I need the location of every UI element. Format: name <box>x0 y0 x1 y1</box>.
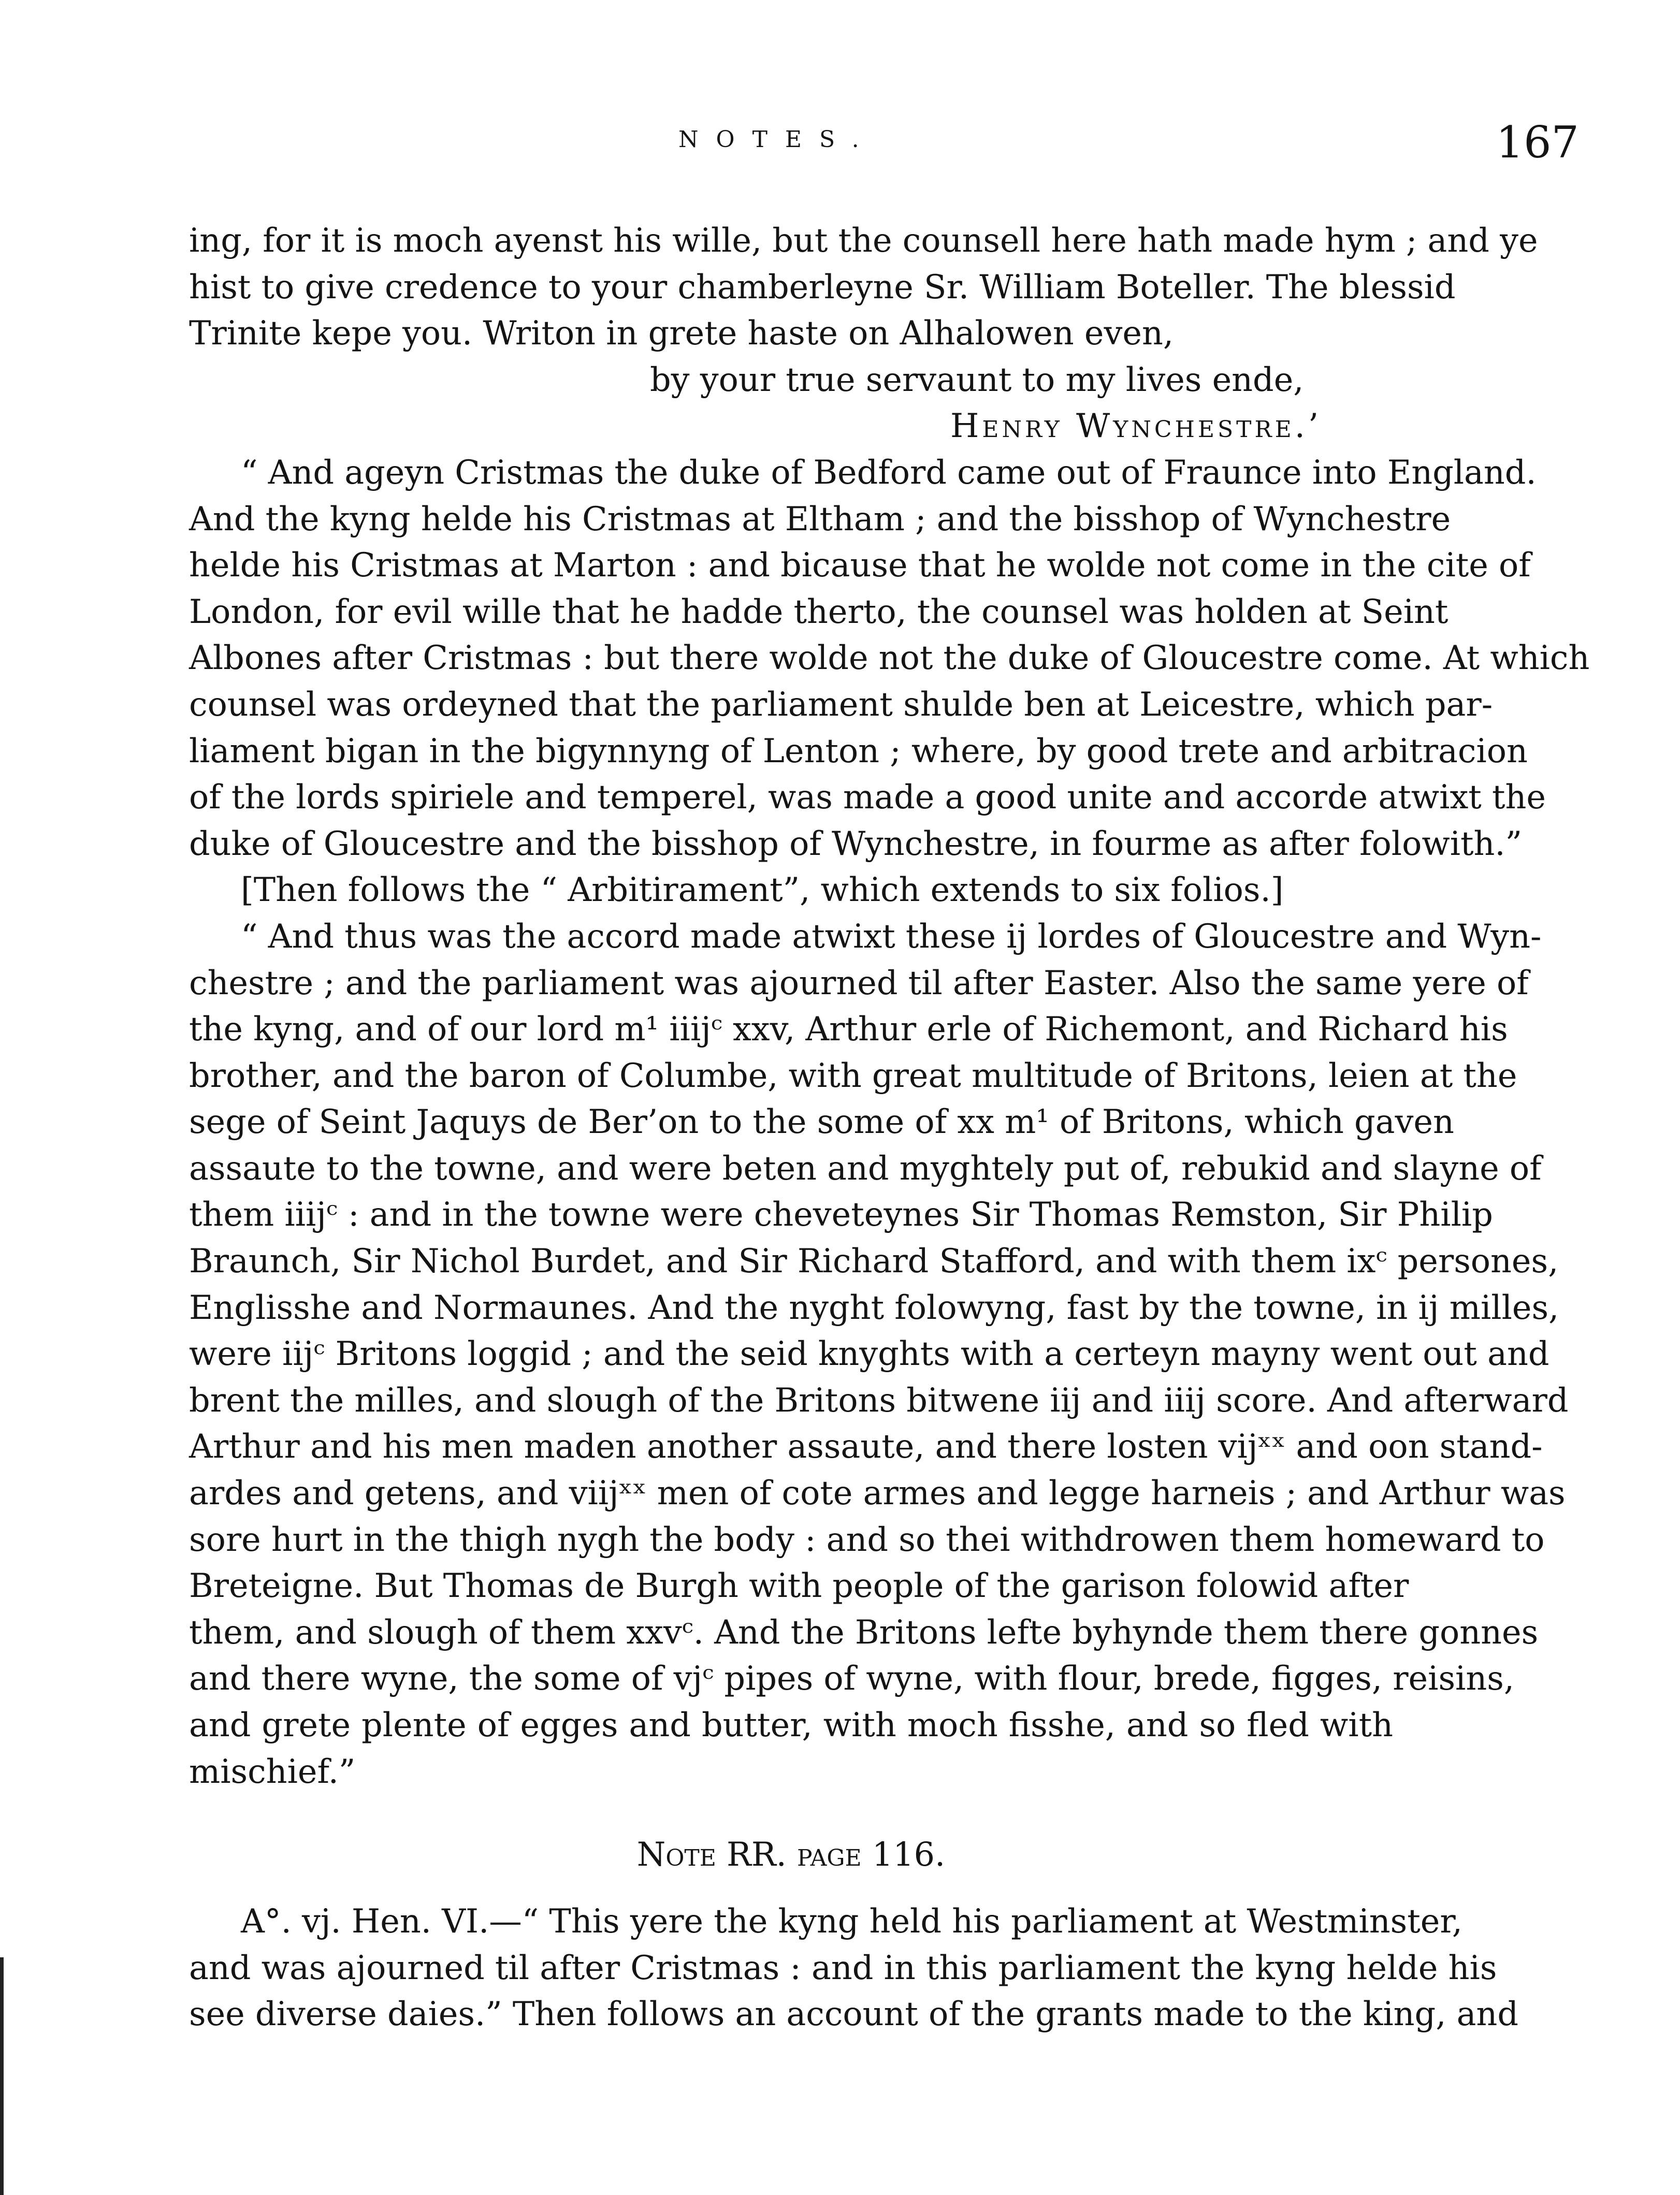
signature-line: by your true servaunt to my lives ende, <box>650 360 1304 399</box>
text-line: duke of Gloucestre and the bisshop of Wynchestre, in fourme as after folowith.” <box>189 824 1523 863</box>
text-line: see diverse daies.” Then follows an account of the grants made to the king, and <box>189 1995 1518 2033</box>
text-line: London, for evil wille that he hadde therto, the counsel was holden at Seint <box>189 592 1449 631</box>
text-line: and grete plente of egges and butter, with moch fisshe, and so fled with <box>189 1706 1393 1744</box>
text-line: counsel was ordeyned that the parliament shulde ben at Leicestre, which par- <box>189 685 1493 723</box>
text-line: assaute to the towne, and were beten and myghtely put of, rebukid and slayne of <box>189 1149 1542 1187</box>
text-line: the kyng, and of our lord m¹ iiijᶜ xxv, Arthur erle of Richemont, and Richard his <box>189 1010 1508 1049</box>
text-line: mischief.” <box>189 1752 356 1791</box>
text-line: Albones after Cristmas : but there wolde not the duke of Gloucestre come. At which <box>189 638 1590 677</box>
text-line: Arthur and his men maden another assaute, and there losten vijˣˣ and oon stand- <box>189 1427 1543 1466</box>
signature-name: Henry Wynchestre.’ <box>950 406 1322 445</box>
text-line: and was ajourned til after Cristmas : and in this parliament the kyng helde his <box>189 1948 1497 1987</box>
text-line: brent the milles, and slough of the Britons bitwene iij and iiij score. And afterward <box>189 1380 1569 1419</box>
paragraph-accord <box>189 913 1569 1795</box>
text-line: were iijᶜ Britons loggid ; and the seid knyghts with a certeyn mayny went out and <box>189 1334 1549 1373</box>
text-line: them iiijᶜ : and in the towne were cheveteynes Sir Thomas Remston, Sir Philip <box>189 1195 1493 1234</box>
text-line: hist to give credence to your chamberleyne Sr. William Boteller. The blessid <box>189 267 1456 306</box>
signature-block <box>189 357 1393 449</box>
running-title: NOTES. <box>678 126 877 153</box>
scan-margin-rule <box>0 1957 4 2195</box>
text-line: “ And ageyn Cristmas the duke of Bedford came out of Fraunce into England. <box>241 453 1537 491</box>
text-line: Trinite kepe you. Writon in grete haste on Alhalowen even, <box>189 314 1174 353</box>
text-line: Breteigne. But Thomas de Burgh with people of the garison folowid after <box>189 1566 1409 1605</box>
text-line: ardes and getens, and viijˣˣ men of cote armes and legge harneis ; and Arthur was <box>189 1474 1566 1513</box>
section-heading: Note RR. page 116. <box>636 1835 946 1874</box>
text-line: helde his Cristmas at Marton : and bicause that he wolde not come in the cite of <box>189 546 1531 585</box>
page-number: 167 <box>1496 117 1579 168</box>
text-line: of the lords spiriele and temperel, was made a good unite and accorde atwixt the <box>189 778 1546 817</box>
text-line: and there wyne, the some of vjᶜ pipes of wyne, with flour, brede, figges, reisins, <box>189 1659 1515 1698</box>
body-text <box>189 217 1590 2038</box>
text-line: sege of Seint Jaquys de Ber’on to the some of xx m¹ of Britons, which gaven <box>189 1102 1454 1141</box>
text-line: sore hurt in the thigh nygh the body : and so thei withdrowen them homeward to <box>189 1520 1545 1559</box>
text-line: brother, and the baron of Columbe, with great multitude of Britons, leien at the <box>189 1056 1517 1095</box>
bracket-note: [Then follows the “ Arbitirament”, which extends to six folios.] <box>241 870 1284 909</box>
letter-close <box>189 217 1538 357</box>
paragraph-bedford <box>189 449 1590 867</box>
text-line: A°. vj. Hen. VI.—“ This yere the kyng held his parliament at Westminster, <box>241 1902 1462 1941</box>
paragraph-westminster <box>189 1898 1518 2038</box>
text-line: Braunch, Sir Nichol Burdet, and Sir Richard Stafford, and with them ixᶜ persones, <box>189 1242 1559 1281</box>
text-line: them, and slough of them xxvᶜ. And the Britons lefte byhynde them there gonnes <box>189 1612 1539 1651</box>
text-line: ing, for it is moch ayenst his wille, but the counsell here hath made hym ; and ye <box>189 221 1538 259</box>
text-line: chestre ; and the parliament was ajourned til after Easter. Also the same yere of <box>189 963 1529 1002</box>
text-line: “ And thus was the accord made atwixt these ij lordes of Gloucestre and Wyn- <box>241 917 1542 955</box>
text-line: Englisshe and Normaunes. And the nyght folowyng, fast by the towne, in ij milles, <box>189 1288 1559 1327</box>
text-line: And the kyng helde his Cristmas at Eltham ; and the bisshop of Wynchestre <box>189 499 1451 538</box>
text-line: liament bigan in the bigynnyng of Lenton ; where, by good trete and arbitracion <box>189 731 1528 770</box>
page-header <box>0 117 1680 168</box>
